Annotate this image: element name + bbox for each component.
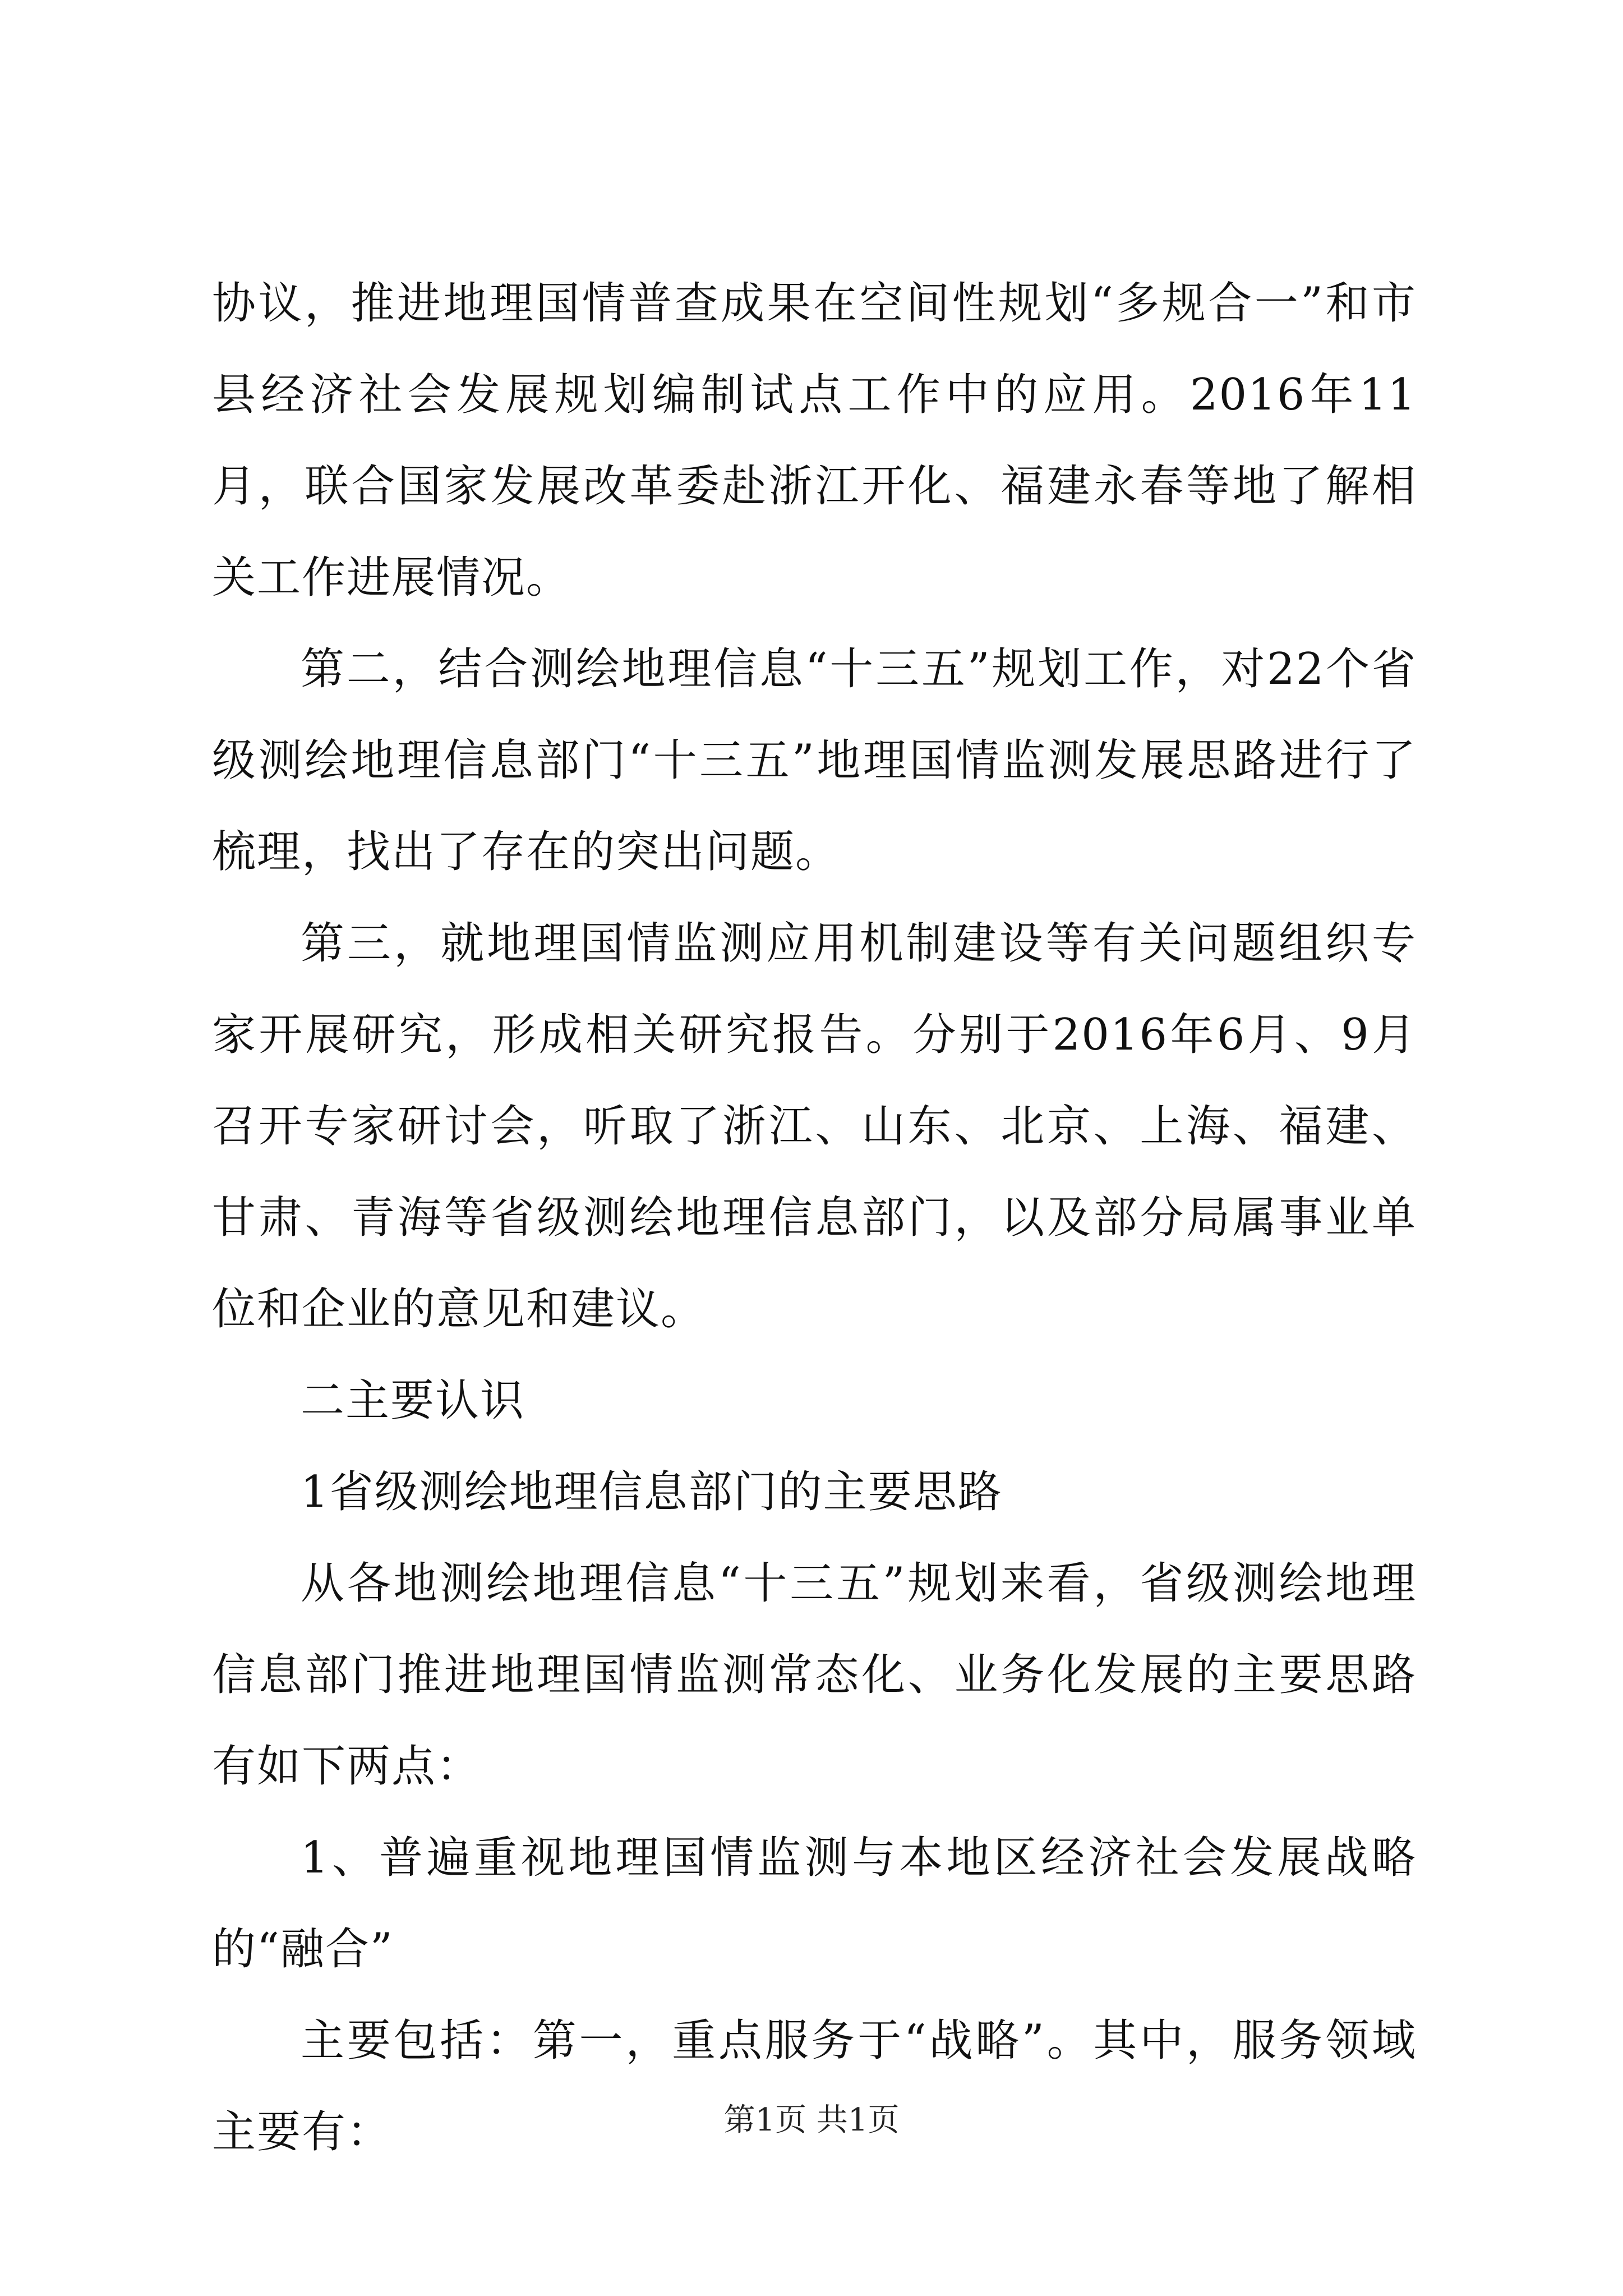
- paragraph-continuation: 协议，推进地理国情普查成果在空间性规划“多规合一”和市县经济社会发展规划编制试点工作中的应用。2016年11月，联合国家发展改革委赴浙江开化、福建永春等地了解相关工作进展情况。: [212, 278, 1417, 603]
- page-number-footer: 第1页 共1页: [723, 2102, 900, 2138]
- paragraph-third-item: 第三，就地理国情监测应用机制建设等有关问题组织专家开展研究，形成相关研究报告。分别于2016年6月、9月召开专家研讨会，听取了浙江、山东、北京、上海、福建、甘肃、青海等省级测绘地理信息部门，以及部分局属事业单位和企业的意见和建议。: [212, 918, 1417, 1335]
- paragraph-overview: 从各地测绘地理信息“十三五”规划来看，省级测绘地理信息部门推进地理国情监测常态化、业务化发展的主要思路有如下两点：: [212, 1558, 1417, 1792]
- point-heading: 1、普遍重视地理国情监测与本地区经济社会发展战略的“融合”: [212, 1833, 1417, 1975]
- subsection-heading: 1省级测绘地理信息部门的主要思路: [301, 1467, 1003, 1517]
- section-heading: 二主要认识: [301, 1375, 525, 1426]
- paragraph-main-content: 主要包括：第一，重点服务于“战略”。其中，服务领域主要有：: [212, 2016, 1417, 2157]
- document-body: [212, 258, 1417, 2178]
- paragraph-second-item: 第二，结合测绘地理信息“十三五”规划工作，对22个省级测绘地理信息部门“十三五”地理国情监测发展思路进行了梳理，找出了存在的突出问题。: [212, 644, 1417, 877]
